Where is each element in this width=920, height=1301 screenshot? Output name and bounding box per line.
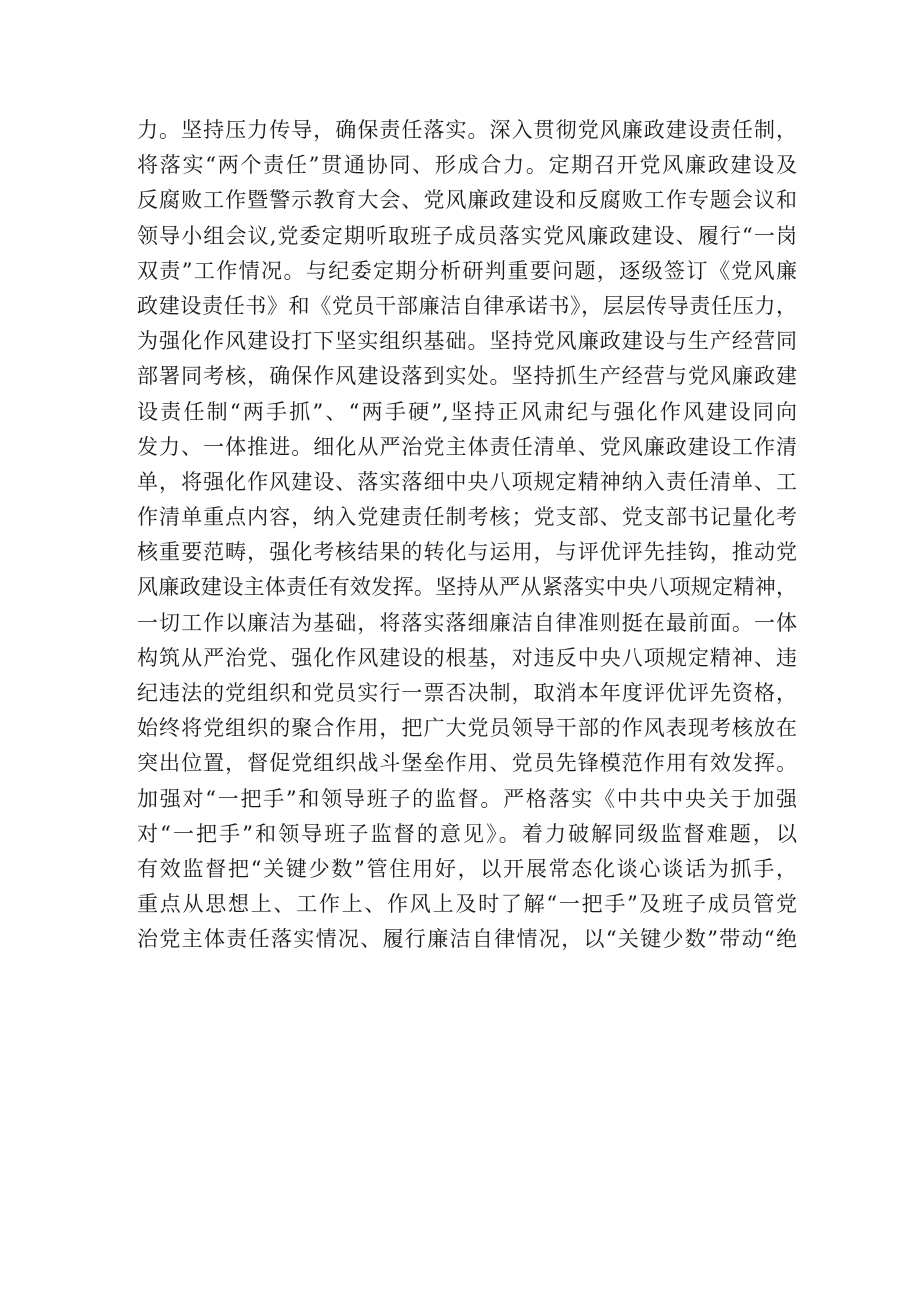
text-line: 作清单重点内容，纳入党建责任制考核；党支部、党支部书记量化考 [137,505,797,530]
text-line: 纪违法的党组织和党员实行一票否决制，取消本年度评优评先资格， [137,681,797,705]
text-line: 领导小组会议,党委定期听取班子成员落实党风廉政建设、履行“一岗 [137,223,797,248]
body-text [137,113,797,958]
text-line: 对“一把手”和领导班子监督的意见》。着力破解同级监督难题，以 [137,821,797,846]
text-line: 治党主体责任落实情况、履行廉洁自律情况，以“关键少数”带动“绝 [137,927,797,952]
text-line: 将落实“两个责任”贯通协同、形成合力。定期召开党风廉政建设及 [137,153,797,178]
text-line: 核重要范畴，强化考核结果的转化与运用，与评优评先挂钩，推动党 [137,540,797,565]
text-line: 始终将党组织的聚合作用，把广大党员领导干部的作风表现考核放在 [137,716,797,741]
text-line: 风廉政建设主体责任有效发挥。坚持从严从紧落实中央八项规定精神， [137,575,797,600]
text-line: 重点从思想上、工作上、作风上及时了解“一把手”及班子成员管党 [137,892,797,917]
text-line: 反腐败工作暨警示教育大会、党风廉政建设和反腐败工作专题会议和 [137,188,797,213]
text-line: 加强对“一把手”和领导班子的监督。严格落实《中共中央关于加强 [137,786,797,811]
text-line: 设责任制“两手抓”、“两手硬”,坚持正风肃纪与强化作风建设同向 [137,399,797,424]
text-line: 构筑从严治党、强化作风建设的根基，对违反中央八项规定精神、违 [137,645,797,670]
text-line: 单，将强化作风建设、落实落细中央八项规定精神纳入责任清单、工 [137,469,797,494]
text-line: 有效监督把“关键少数”管住用好，以开展常态化谈心谈话为抓手， [137,856,797,881]
text-line: 发力、一体推进。细化从严治党主体责任清单、党风廉政建设工作清 [137,434,797,459]
text-line: 一切工作以廉洁为基础，将落实落细廉洁自律准则挺在最前面。一体 [137,610,797,635]
text-line: 政建设责任书》和《党员干部廉洁自律承诺书》，层层传导责任压力， [137,293,797,318]
text-line: 力。坚持压力传导，确保责任落实。深入贯彻党风廉政建设责任制， [137,118,797,142]
text-line: 部署同考核，确保作风建设落到实处。坚持抓生产经营与党风廉政建 [137,364,797,389]
text-line: 双责”工作情况。与纪委定期分析研判重要问题，逐级签订《党风廉 [137,258,797,283]
text-line: 为强化作风建设打下坚实组织基础。坚持党风廉政建设与生产经营同 [137,329,797,354]
text-line: 突出位置，督促党组织战斗堡垒作用、党员先锋模范作用有效发挥。 [137,751,797,776]
